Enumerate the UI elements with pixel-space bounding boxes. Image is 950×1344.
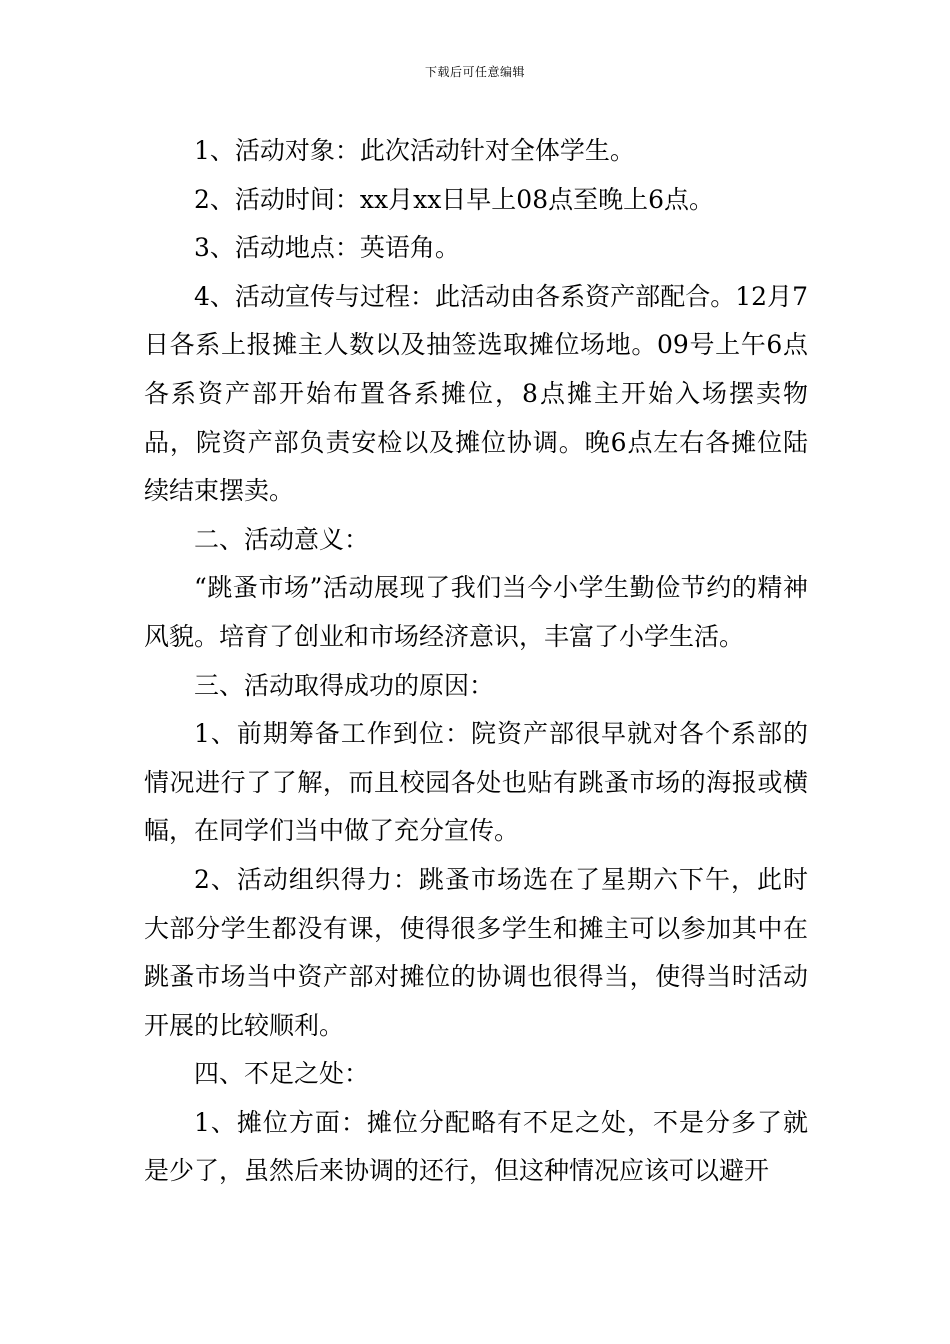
page-header: 下载后可任意编辑 — [424, 65, 525, 79]
paragraph-activity-location: 3、活动地点：英语角。 — [194, 233, 460, 263]
document-body — [144, 127, 808, 1196]
section-heading-success-reasons: 三、活动取得成功的原因： — [194, 670, 495, 700]
paragraph-preparation: 1、前期筹备工作到位：院资产部很早就对各个系部的情况进行了了解，而且校园各处也贴有跳蚤市场的海报或横幅，在同学们当中做了充分宣传。 — [144, 719, 808, 846]
section-heading-shortcomings: 四、不足之处： — [194, 1059, 370, 1089]
section-heading-significance: 二、活动意义： — [194, 524, 370, 554]
paragraph-significance: “跳蚤市场”活动展现了我们当今小学生勤俭节约的精神风貌。培育了创业和市场经济意识，丰富了小学生活。 — [144, 573, 808, 651]
paragraph-activity-process: 4、活动宣传与过程：此活动由各系资产部配合。12月7日各系上报摊主人数以及抽签选取摊位场地。09号上午6点各系资产部开始布置各系摊位，8点摊主开始入场摆卖物品，院资产部负责安检以及摊位协调。晚6点左右各摊位陆续结束摆卖。 — [144, 281, 808, 506]
paragraph-booth-issues: 1、摊位方面：摊位分配略有不足之处，不是分多了就是少了，虽然后来协调的还行，但这种情况应该可以避开 — [144, 1107, 808, 1186]
paragraph-activity-time: 2、活动时间：xx月xx日早上08点至晚上6点。 — [194, 184, 715, 214]
paragraph-organization: 2、活动组织得力：跳蚤市场选在了星期六下午，此时大部分学生都没有课，使得很多学生和摊主可以参加其中在跳蚤市场当中资产部对摊位的协调也很得当，使得当时活动开展的比较顺利。 — [144, 864, 808, 1040]
paragraph-activity-target: 1、活动对象：此次活动针对全体学生。 — [194, 136, 635, 165]
